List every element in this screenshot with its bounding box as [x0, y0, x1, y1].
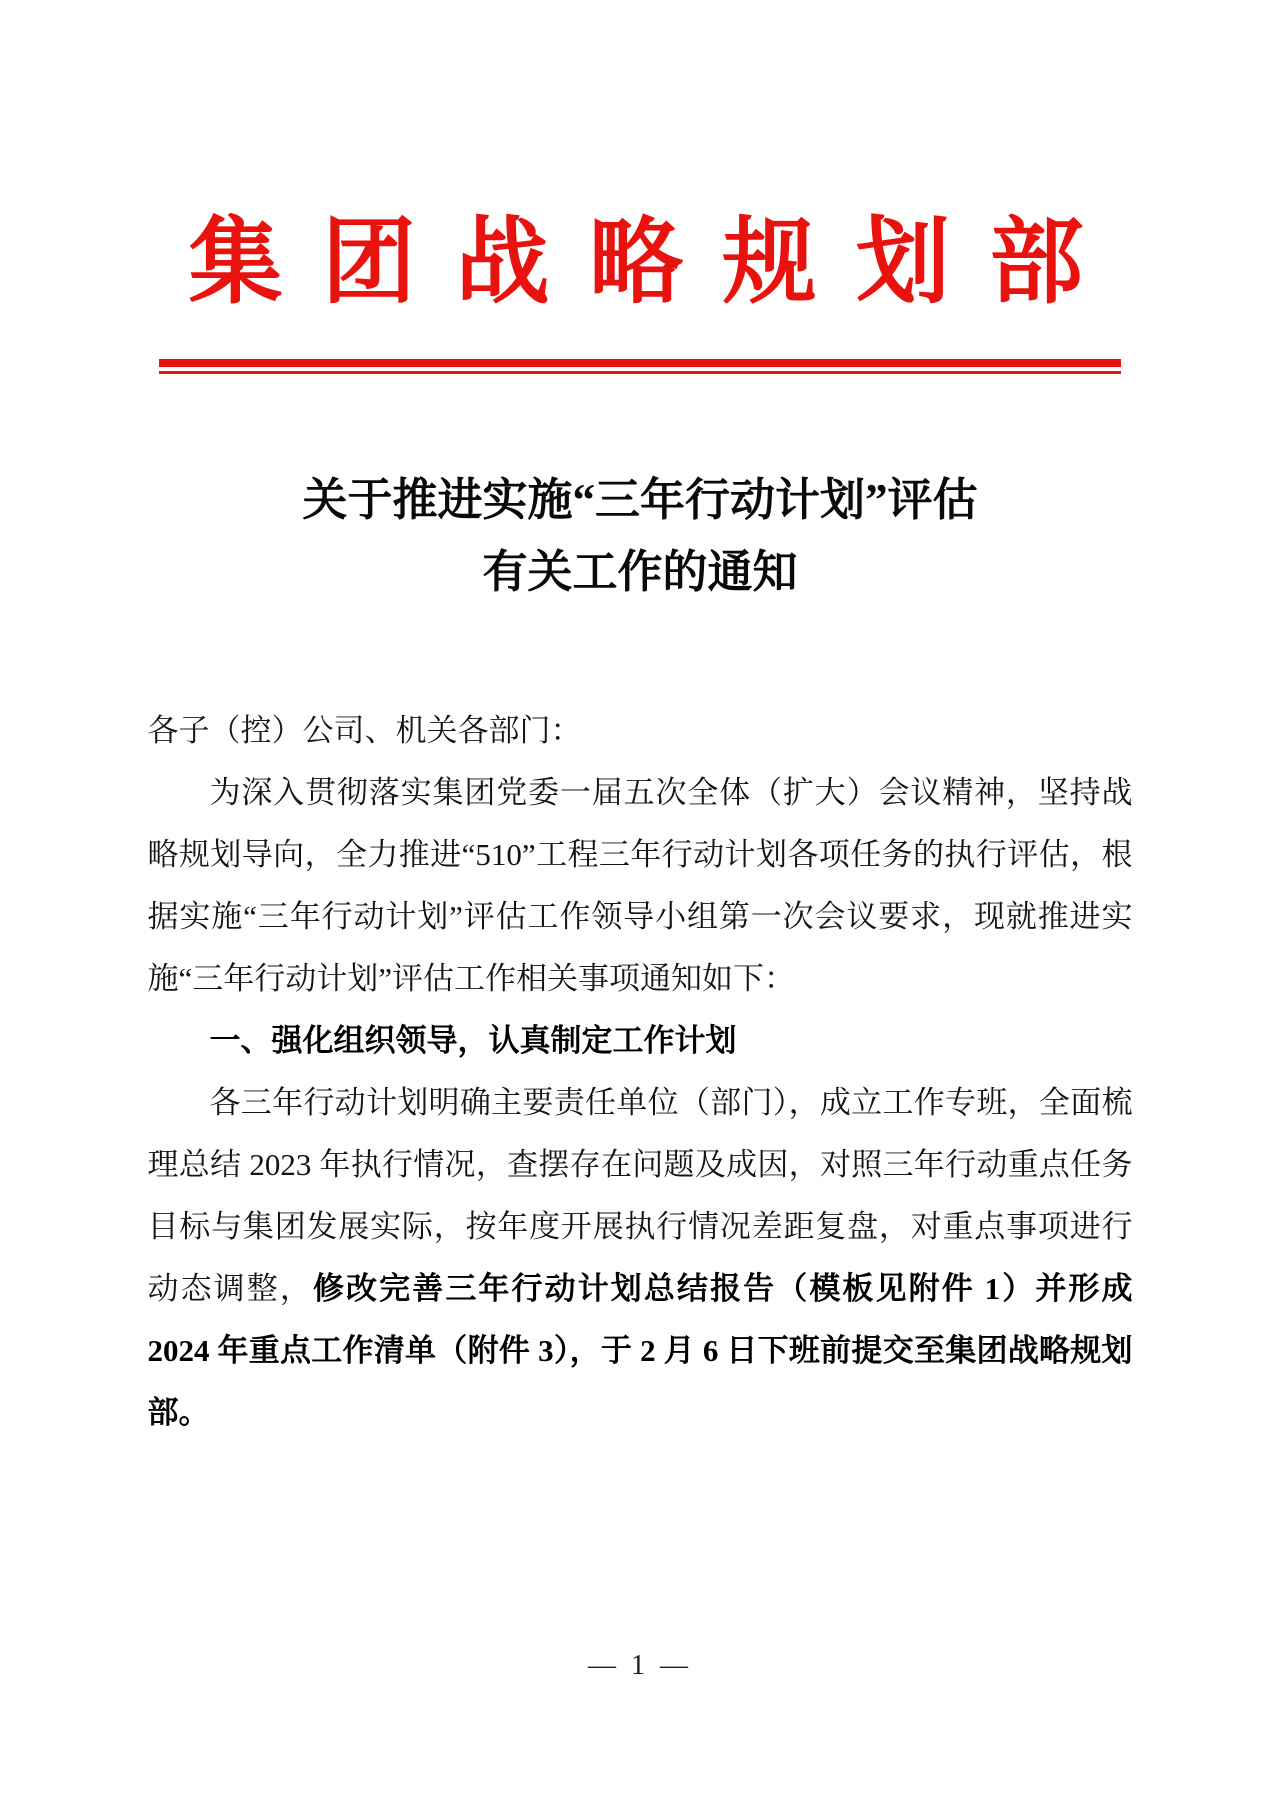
document-title-line1: 关于推进实施“三年行动计划”评估 [302, 475, 978, 526]
letterhead-title: 集 团 战 略 规 划 部 [188, 211, 1092, 315]
divider-thick-line [159, 359, 1121, 367]
section-heading-1: 一、强化组织领导，认真制定工作计划 [209, 1023, 737, 1059]
paragraph-section-1 [148, 1072, 1133, 1444]
paragraph-section-1-bold-text: 修改完善三年行动计划总结报告（模板见附件 1）并形成 2024 年重点工作清单（附件 3），于 2 月 6 日下班前提交至集团战略规划部。 [147, 1271, 1133, 1431]
letterhead-divider [159, 359, 1121, 374]
document-title-line2: 有关工作的通知 [482, 547, 798, 598]
salutation-line: 各子（控）公司、机关各部门： [147, 713, 582, 749]
page-number: — 1 — [588, 1650, 692, 1681]
divider-thin-line [159, 371, 1121, 374]
document-body [148, 700, 1133, 1444]
paragraph-intro: 为深入贯彻落实集团党委一届五次全体（扩大）会议精神，坚持战略规划导向，全力推进“510”工程三年行动计划各项任务的执行评估，根据实施“三年行动计划”评估工作领导小组第一次会议要求，现就推进实施“三年行动计划”评估工作相关事项通知如下： [147, 775, 1133, 997]
paragraph-section-1-normal-text: 各三年行动计划明确主要责任单位（部门），成立工作专班，全面梳理总结 2023 年执行情况，查摆存在问题及成因，对照三年行动重点任务目标与集团发展实际，按年度开展执行情况差距复盘，对重点事项进行动态调整， [147, 1085, 1133, 1307]
document-title [0, 464, 1280, 608]
